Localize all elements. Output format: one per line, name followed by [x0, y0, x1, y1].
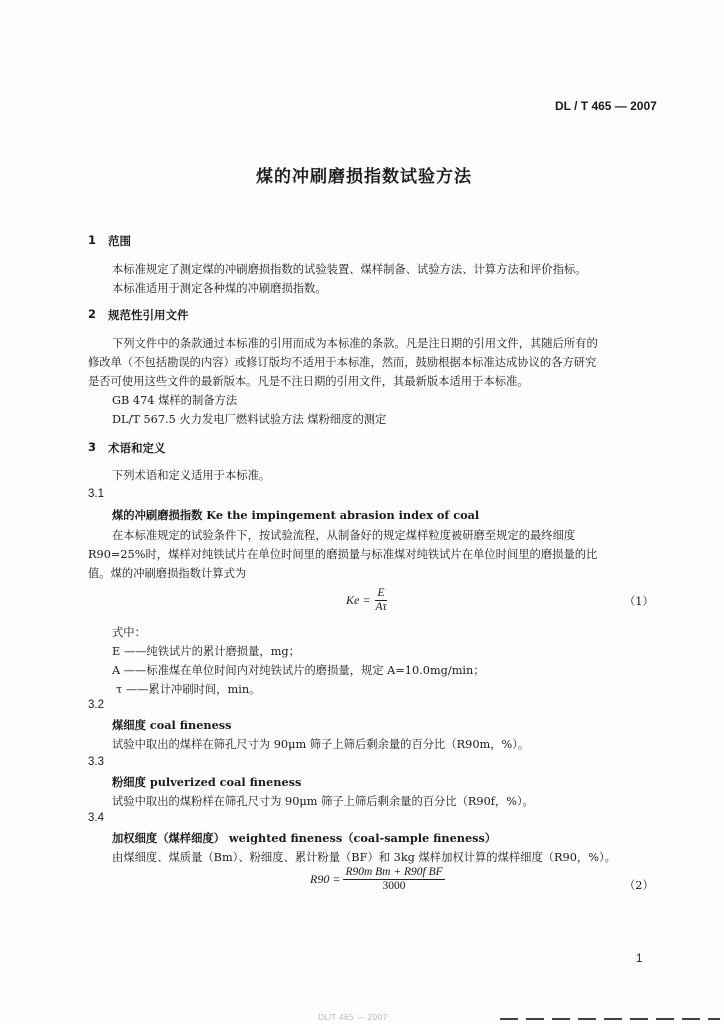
term-3-1-heading: 煤的冲刷磨损指数 Ke the impingement abrasion index of coal [112, 508, 480, 522]
term-3-2-number: 3.2 [88, 699, 104, 711]
section-2-title: 规范性引用文件 [108, 308, 189, 322]
equation-1-numerator: E [377, 587, 385, 599]
term-3-1-line-3: 值。煤的冲刷磨损指数计算式为 [88, 567, 247, 580]
footer-watermark: DL/T 465 — 2007 [318, 1013, 388, 1022]
equation-1-denominator: Aτ [375, 601, 387, 613]
where-label: 式中： [112, 626, 146, 639]
variable-a-definition: A ——标准煤在单位时间内对纯铁试片的磨损量，规定 A=10.0mg/min； [112, 664, 485, 677]
term-3-1-line-1: 在本标准规定的试验条件下，按试验流程，从制备好的规定煤样粒度被研磨至规定的最终细度 [112, 529, 576, 542]
term-3-2-heading: 煤细度 coal fineness [112, 718, 232, 732]
equation-1 [346, 587, 389, 614]
equation-2-label: （2） [624, 879, 654, 892]
equation-2-fraction [343, 866, 444, 893]
page-number: 1 [636, 953, 643, 965]
equation-2-numerator: R90m Bm + R90f BF [345, 866, 443, 878]
section-1-number: 1 [88, 233, 97, 247]
variable-tau-definition: τ ——累计冲刷时间，min。 [116, 683, 261, 696]
section-3-title: 术语和定义 [108, 441, 166, 455]
term-3-4-definition: 由煤细度、煤质量（Bm）、粉细度、累计粉量（BF）和 3kg 煤样加权计算的煤样细度（R90，%）。 [112, 851, 616, 864]
equation-2-lhs: R90 = [310, 872, 341, 886]
section-1-title: 范围 [108, 234, 131, 248]
document-title: 煤的冲刷磨损指数试验方法 [256, 167, 472, 187]
section-2-number: 2 [88, 307, 97, 321]
equation-1-label: （1） [624, 595, 654, 608]
term-3-3-number: 3.3 [88, 756, 104, 768]
term-3-4-heading: 加权细度（煤样细度） weighted fineness（coal-sample fineness） [112, 831, 497, 845]
section-2-line-1: 下列文件中的条款通过本标准的引用而成为本标准的条款。凡是注日期的引用文件，其随后所有的 [112, 337, 598, 350]
equation-2 [310, 866, 445, 893]
section-1-paragraph-2: 本标准适用于测定各种煤的冲刷磨损指数。 [112, 282, 327, 295]
term-3-2-definition: 试验中取出的煤样在筛孔尺寸为 90μm 筛子上筛后剩余量的百分比（R90m，%）。 [112, 738, 530, 751]
standard-code-header: DL / T 465 — 2007 [555, 99, 657, 113]
section-2-line-2: 修改单（不包括勘误的内容）或修订版均不适用于本标准，然而，鼓励根据本标准达成协议的各方研究 [88, 356, 597, 369]
variable-e-definition: E ——纯铁试片的累计磨损量，mg； [112, 645, 300, 658]
equation-2-denominator: 3000 [382, 880, 406, 892]
term-3-1-number: 3.1 [88, 488, 104, 500]
term-3-4-number: 3.4 [88, 812, 104, 824]
scan-edge-marks [500, 1018, 720, 1020]
section-3-number: 3 [88, 440, 97, 454]
term-3-3-definition: 试验中取出的煤粉样在筛孔尺寸为 90μm 筛子上筛后剩余量的百分比（R90f，%）。 [112, 795, 534, 808]
reference-gb474: GB 474 煤样的制备方法 [112, 394, 238, 407]
term-3-1-line-2: R90=25%时，煤样对纯铁试片在单位时间里的磨损量与标准煤对纯铁试片在单位时间里的磨损量的比 [88, 548, 598, 561]
section-2-line-3: 是否可使用这些文件的最新版本。凡是不注日期的引用文件，其最新版本适用于本标准。 [88, 375, 529, 388]
section-3-intro: 下列术语和定义适用于本标准。 [112, 469, 271, 482]
section-1-paragraph-1: 本标准规定了测定煤的冲刷磨损指数的试验装置、煤样制备、试验方法、计算方法和评价指标。 [112, 263, 587, 276]
equation-1-fraction [373, 587, 388, 614]
equation-1-lhs: Ke = [346, 593, 371, 607]
term-3-3-heading: 粉细度 pulverized coal fineness [112, 775, 302, 789]
reference-dlt567: DL/T 567.5 火力发电厂燃料试验方法 煤粉细度的测定 [112, 413, 387, 426]
